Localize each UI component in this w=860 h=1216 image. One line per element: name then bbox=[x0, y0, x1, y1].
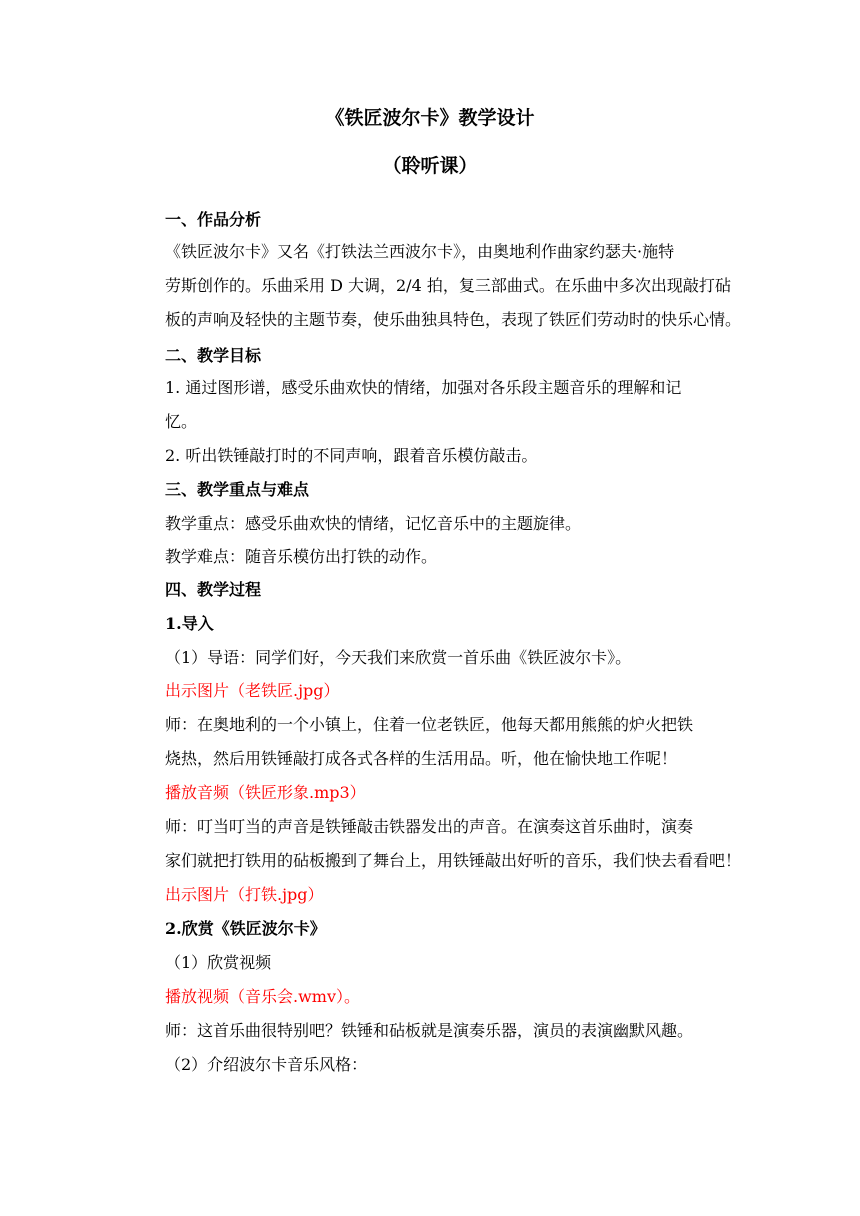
teacher-line: 师：在奥地利的一个小镇上，住着一位老铁匠，他每天都用熊熊的炉火把铁 bbox=[165, 715, 694, 734]
step-heading-appreciation: 2.欣赏《铁匠波尔卡》 bbox=[165, 919, 326, 938]
page-title: 《铁匠波尔卡》教学设计 bbox=[325, 107, 535, 129]
media-cue-video: 播放视频（音乐会.wmv）。 bbox=[165, 987, 360, 1006]
teacher-line: 师：这首乐曲很特别吧？铁锤和砧板就是演奏乐器，演员的表演幽默风趣。 bbox=[165, 1021, 694, 1040]
section-heading-objectives: 二、教学目标 bbox=[165, 346, 262, 365]
media-cue-image: 出示图片（打铁.jpg） bbox=[165, 885, 324, 904]
list-item: 1. 通过图形谱，感受乐曲欢快的情绪，加强对各乐段主题音乐的理解和记 bbox=[165, 378, 682, 397]
sub-step-text: （1）欣赏视频 bbox=[165, 953, 272, 972]
media-cue-image: 出示图片（老铁匠.jpg） bbox=[165, 681, 340, 700]
paragraph-line: 劳斯创作的。乐曲采用 D 大调，2/4 拍，复三部曲式。在乐曲中多次出现敲打砧 bbox=[165, 276, 731, 295]
paragraph-line: 《铁匠波尔卡》又名《打铁法兰西波尔卡》，由奥地利作曲家约瑟夫·施特 bbox=[165, 242, 675, 261]
teacher-line: 家们就把打铁用的砧板搬到了舞台上，用铁锤敲出好听的音乐，我们快去看看吧！ bbox=[165, 851, 742, 870]
step-heading-intro: 1.导入 bbox=[165, 614, 214, 633]
intro-text: （1）导语：同学们好，今天我们来欣赏一首乐曲《铁匠波尔卡》。 bbox=[165, 648, 632, 667]
section-heading-key-points: 三、教学重点与难点 bbox=[165, 480, 310, 499]
list-item: 2. 听出铁锤敲打时的不同声响，跟着音乐模仿敲击。 bbox=[165, 446, 538, 465]
teacher-line: 师：叮当叮当的声音是铁锤敲击铁器发出的声音。在演奏这首乐曲时，演奏 bbox=[165, 817, 694, 836]
list-item-continuation: 忆。 bbox=[165, 412, 198, 431]
teacher-line: 烧热，然后用铁锤敲打成各式各样的生活用品。听，他在愉快地工作呢！ bbox=[165, 749, 678, 768]
sub-step-text: （2）介绍波尔卡音乐风格： bbox=[165, 1055, 368, 1074]
difficult-point-text: 教学难点：随音乐模仿出打铁的动作。 bbox=[165, 547, 438, 566]
key-point-text: 教学重点：感受乐曲欢快的情绪，记忆音乐中的主题旋律。 bbox=[165, 514, 582, 533]
section-heading-process: 四、教学过程 bbox=[165, 580, 262, 599]
page-subtitle: （聆听课） bbox=[382, 155, 478, 177]
media-cue-audio: 播放音频（铁匠形象.mp3） bbox=[165, 783, 366, 802]
paragraph-line: 板的声响及轻快的主题节奏，使乐曲独具特色，表现了铁匠们劳动时的快乐心情。 bbox=[165, 310, 742, 329]
section-heading-analysis: 一、作品分析 bbox=[165, 210, 262, 229]
